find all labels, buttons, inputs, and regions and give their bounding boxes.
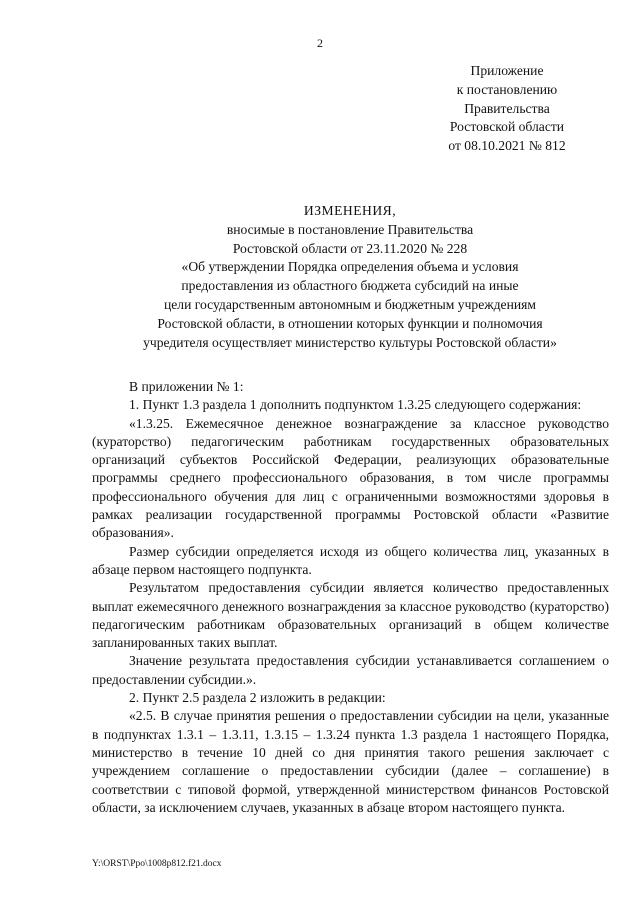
appendix-line: Приложение [470, 63, 544, 78]
title-line: предоставления из областного бюджета субсидий на иные [181, 278, 519, 294]
body-paragraph: Результатом предоставления субсидии является количество предоставленных выплат ежемесячного денежного вознаграждения за классное руководство (кураторство) педагогическим работникам образовательных организаций в общем количестве запланированных таких выплат. [92, 580, 609, 651]
body-paragraph: «2.5. В случае принятия решения о предоставлении субсидии на цели, указанные в подпунктах 1.3.1 – 1.3.11, 1.3.15 – 1.3.24 пункта 1.3 раздела 1 настоящего Порядка, министерство в течение 10 дней со дня принятия такого решения заключает с учреждением соглашение о предоставлении субсидии (далее – соглашение) в соответствии с типовой формой, утвержденной министерством финансов Ростовской области, за исключением случаев, указанных в абзаце втором настоящего пункта. [92, 708, 609, 815]
title-line: Ростовской области, в отношении которых функции и полномочия [157, 315, 543, 331]
appendix-line: к постановлению [456, 81, 558, 97]
title-line: «Об утверждении Порядка определения объема и условия [181, 259, 519, 275]
footer-file-path: Y:\ORST\Ppo\1008p812.f21.docx [92, 859, 222, 869]
document-body [92, 378, 609, 817]
appendix-line: Правительства [464, 100, 550, 116]
body-paragraph: В приложении № 1: [129, 379, 244, 394]
title-heading: ИЗМЕНЕНИЯ, [303, 203, 397, 218]
title-line: учредителя осуществляет министерство культуры Ростовской области» [143, 334, 557, 350]
body-paragraph: 2. Пункт 2.5 раздела 2 изложить в редакции: [129, 690, 386, 706]
title-line: цели государственным автономным и бюджетным учреждениям [164, 296, 536, 312]
body-paragraph: 1. Пункт 1.3 раздела 1 дополнить подпунктом 1.3.25 следующего содержания: [129, 397, 582, 413]
appendix-line: от 08.10.2021 № 812 [448, 138, 566, 154]
appendix-block [432, 62, 582, 156]
appendix-line: Ростовской области [449, 119, 565, 135]
document-title [60, 202, 640, 352]
page-number: 2 [317, 36, 323, 50]
body-paragraph: Значение результата предоставления субсидии устанавливается соглашением о предоставлении субсидии.». [92, 653, 609, 687]
title-line: вносимые в постановление Правительства [226, 221, 474, 237]
title-line: Ростовской области от 23.11.2020 № 228 [232, 240, 468, 256]
body-paragraph: Размер субсидии определяется исходя из общего количества лиц, указанных в абзаце первом настоящего подпункта. [92, 543, 609, 577]
body-paragraph: «1.3.25. Ежемесячное денежное вознаграждение за классное руководство (кураторство) педагогическим работникам государственных образовательных организаций субъектов Российской Федерации, реализующих образовательные программы среднего профессионального образования, в том числе программы профессионального обучения для лиц с ограниченными возможностями здоровья в рамках реализации государственной программы Ростовской области «Развитие образования». [92, 415, 609, 541]
